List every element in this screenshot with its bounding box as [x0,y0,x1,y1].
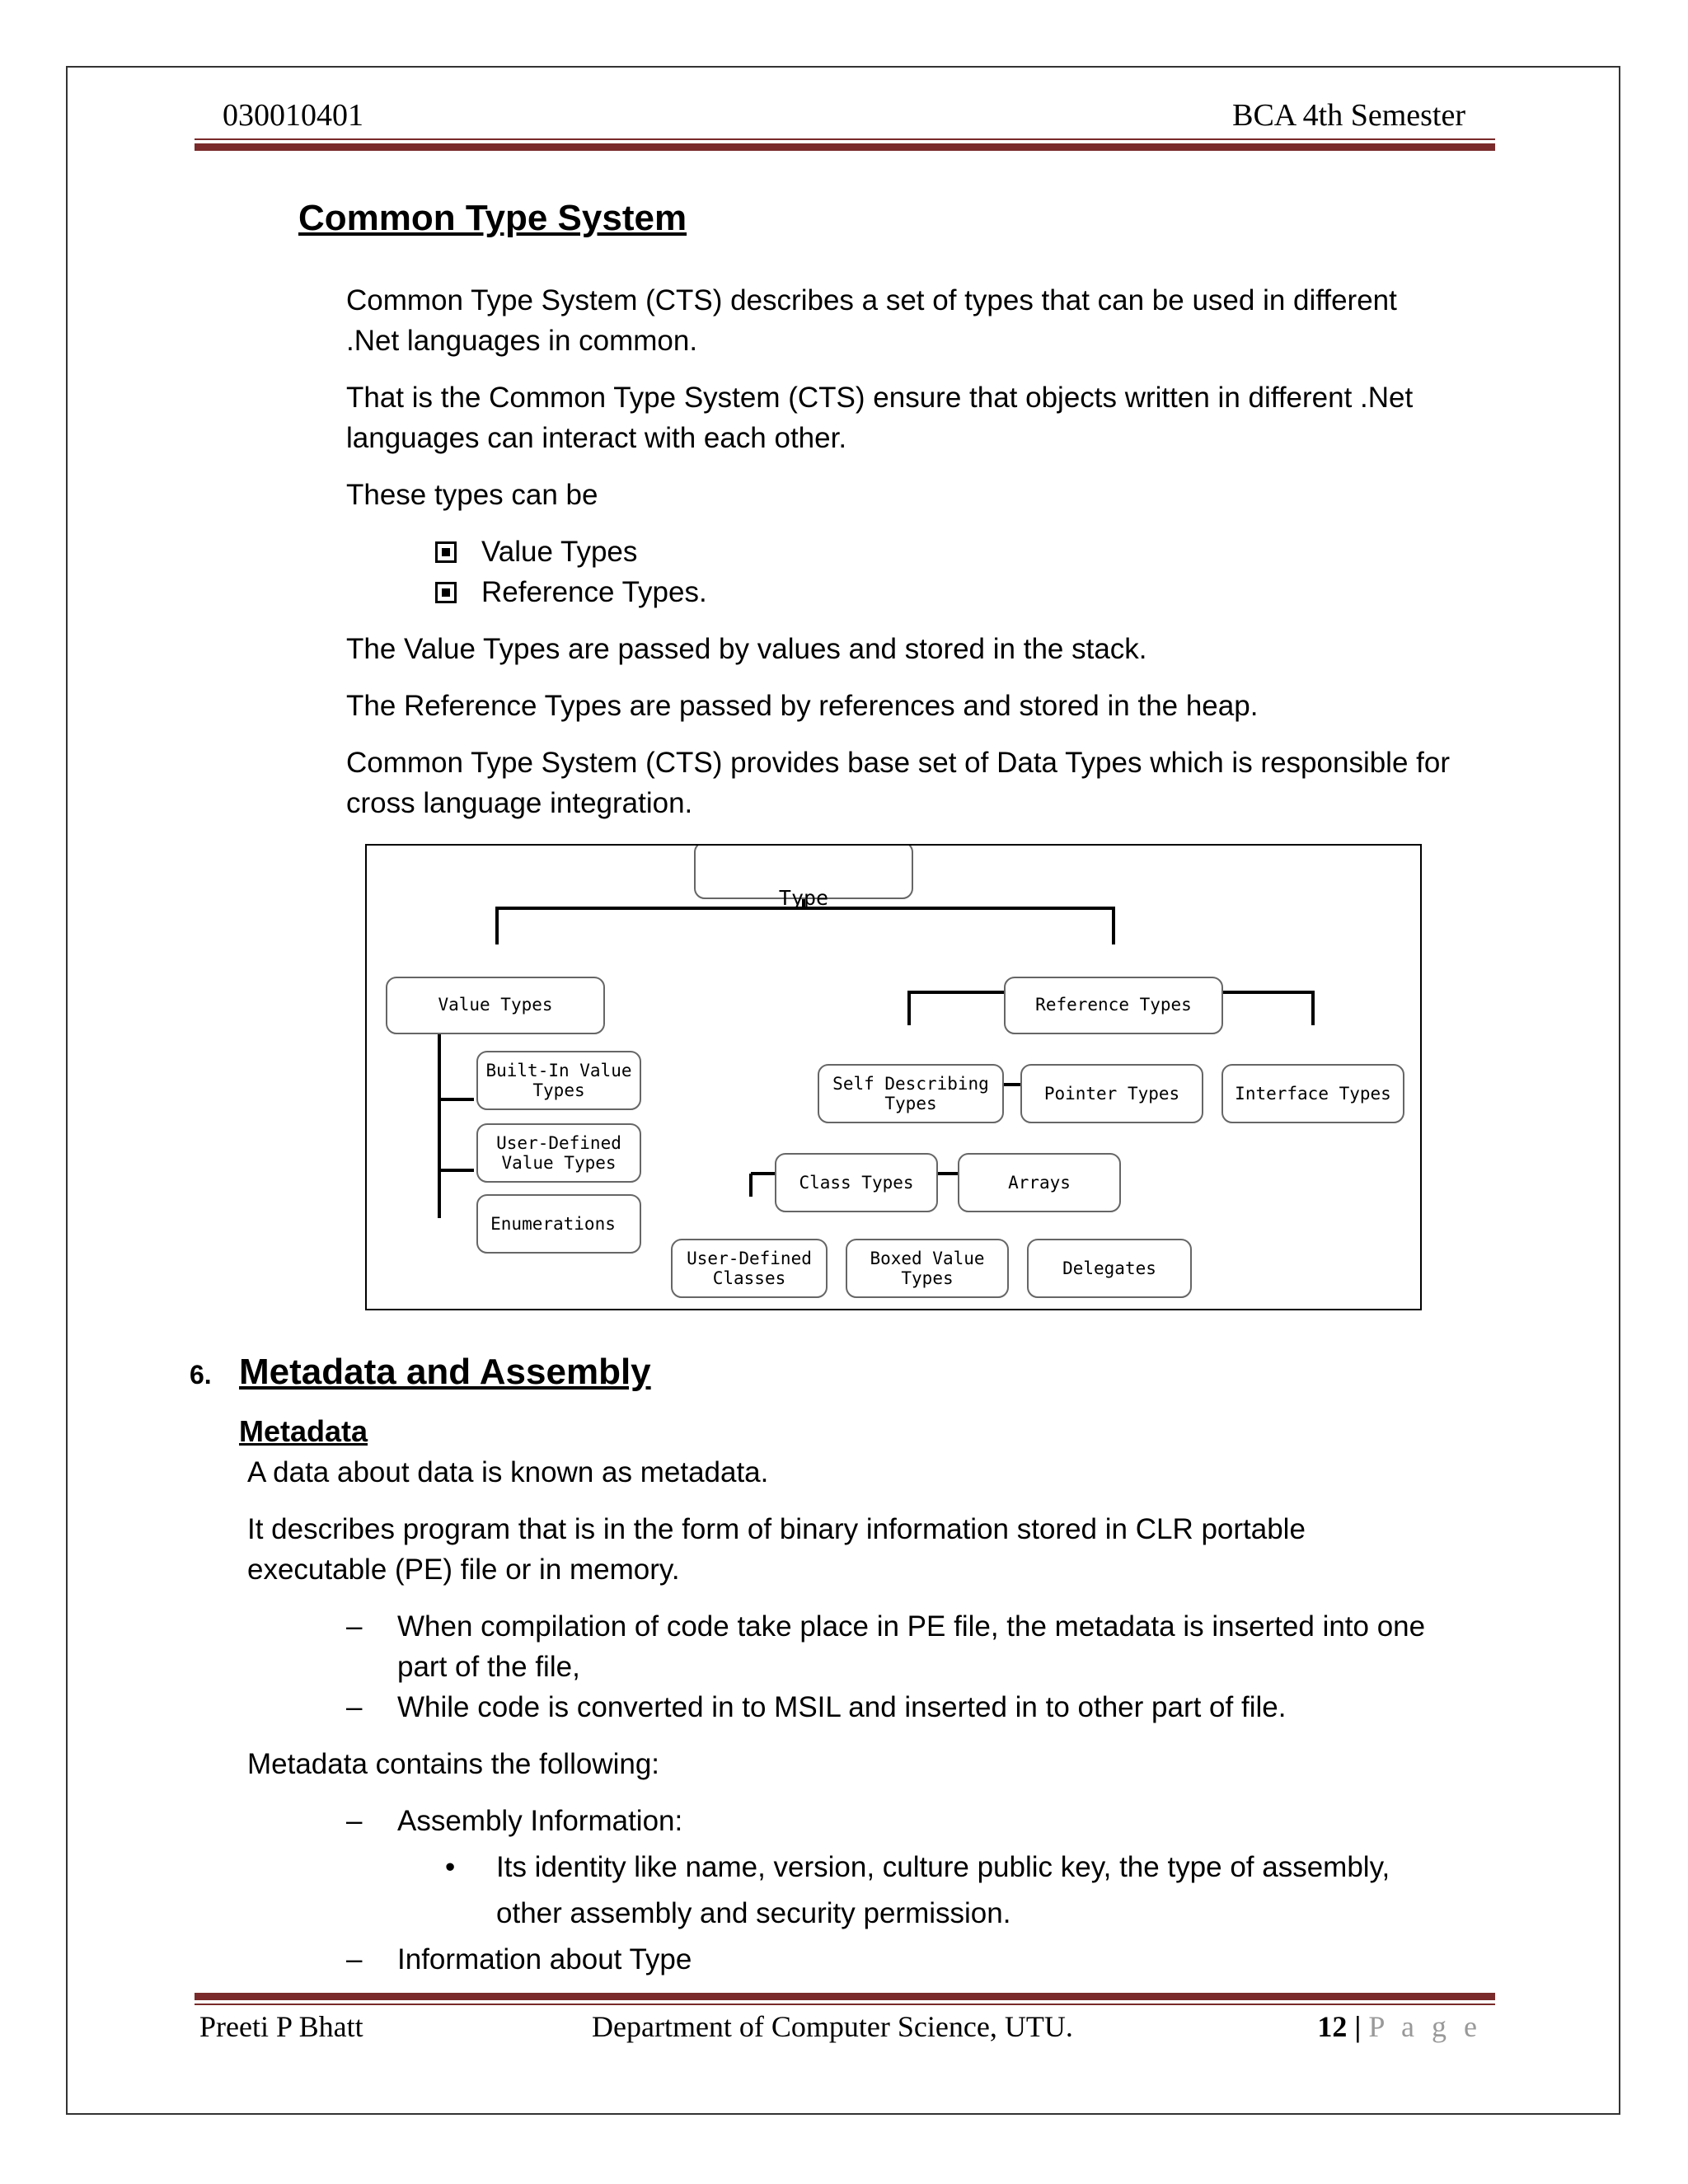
meta-para1: A data about data is known as metadata. [247,1456,769,1488]
label-builtin-1: Built-In Value [485,1061,632,1080]
label-userdef-value-2: Value Types [501,1153,617,1173]
checkbox-bullet-icon [435,582,457,603]
cts-para5: The Reference Types are passed by references and stored in the heap. [346,690,1259,722]
label-value-types: Value Types [438,995,553,1015]
label-self-describing-1: Self Describing [832,1074,989,1094]
page-label: P a g e [1368,2010,1482,2043]
dash-text: While code is converted in to MSIL and inserted in to other part of file. [397,1691,1287,1723]
label-class-types: Class Types [799,1173,914,1193]
dot-text: Its identity like name, version, culture public key, the type of assembly, [496,1851,1390,1883]
label-boxed-2: Types [901,1268,954,1288]
header-semester: BCA 4th Semester [1232,98,1465,133]
cts-para1-line1: Common Type System (CTS) describes a set of types that can be used in different [346,284,1397,316]
cts-para2-line1: That is the Common Type System (CTS) ensure that objects written in different .Net [346,382,1414,414]
label-arrays: Arrays [1008,1173,1071,1193]
label-boxed-1: Boxed Value [870,1249,985,1268]
cts-para2-line2: languages can interact with each other. [346,422,847,454]
meta-para2-line2: executable (PE) file or in memory. [247,1554,680,1586]
dot-bullet: • [445,1851,456,1883]
meta-para3: Metadata contains the following: [247,1748,660,1780]
header-course-code: 030010401 [223,98,363,133]
dash-text: Assembly Information: [397,1805,683,1837]
footer-rule-thick [195,1993,1495,2000]
label-type: Type [778,886,829,910]
section-heading-metadata-assembly [190,1352,651,1393]
label-reference-types: Reference Types [1035,995,1192,1015]
bullet-label: Reference Types. [481,576,707,608]
cts-para4: The Value Types are passed by values and stored in the stack. [346,633,1147,665]
footer-rule-thin [195,2004,1495,2005]
label-userdef-value-1: User-Defined [496,1133,621,1153]
label-enumerations: Enumerations [490,1214,616,1234]
header-rule-thin [195,138,1495,140]
cts-para1-line2: .Net languages in common. [346,325,698,357]
label-userdef-classes-1: User-Defined [687,1249,812,1268]
label-userdef-classes-2: Classes [712,1268,786,1288]
cts-para3: These types can be [346,479,598,511]
dot-text: other assembly and security permission. [496,1897,1011,1929]
label-pointer-types: Pointer Types [1043,1084,1180,1104]
cts-type-hierarchy-diagram [365,844,1422,1310]
meta-para2-line1: It describes program that is in the form of binary information stored in CLR portable [247,1513,1306,1545]
page-separator: | [1347,2010,1369,2043]
dash-text: When compilation of code take place in PE file, the metadata is inserted into one [397,1610,1426,1643]
header-rule-thick [195,143,1495,151]
section-number: 6. [190,1360,212,1390]
section-title-cts: Common Type System [298,198,687,238]
label-self-describing-2: Types [884,1094,937,1113]
cts-para6-line2: cross language integration. [346,787,693,819]
dash-bullet: – [346,1610,363,1643]
dash-text: part of the file, [397,1651,580,1683]
label-interface-types: Interface Types [1235,1084,1391,1104]
list-item [435,572,707,612]
checkbox-bullet-icon [435,541,457,563]
dash-bullet: – [346,1805,363,1837]
cts-para6-line1: Common Type System (CTS) provides base set of Data Types which is responsible for [346,747,1450,779]
list-item [435,532,637,572]
dash-bullet: – [346,1943,363,1975]
bullet-label: Value Types [481,536,638,568]
dash-bullet: – [346,1691,363,1723]
footer-department: Department of Computer Science, UTU. [592,2010,1073,2043]
label-builtin-2: Types [532,1080,585,1100]
footer-author: Preeti P Bhatt [199,2010,363,2043]
page-number: 12 [1317,2010,1348,2043]
section-title: Metadata and Assembly [239,1352,651,1392]
footer-page-indicator [1317,2009,1482,2044]
dash-text: Information about Type [397,1943,692,1975]
label-delegates: Delegates [1062,1258,1156,1278]
subsection-title-metadata: Metadata [239,1414,368,1448]
